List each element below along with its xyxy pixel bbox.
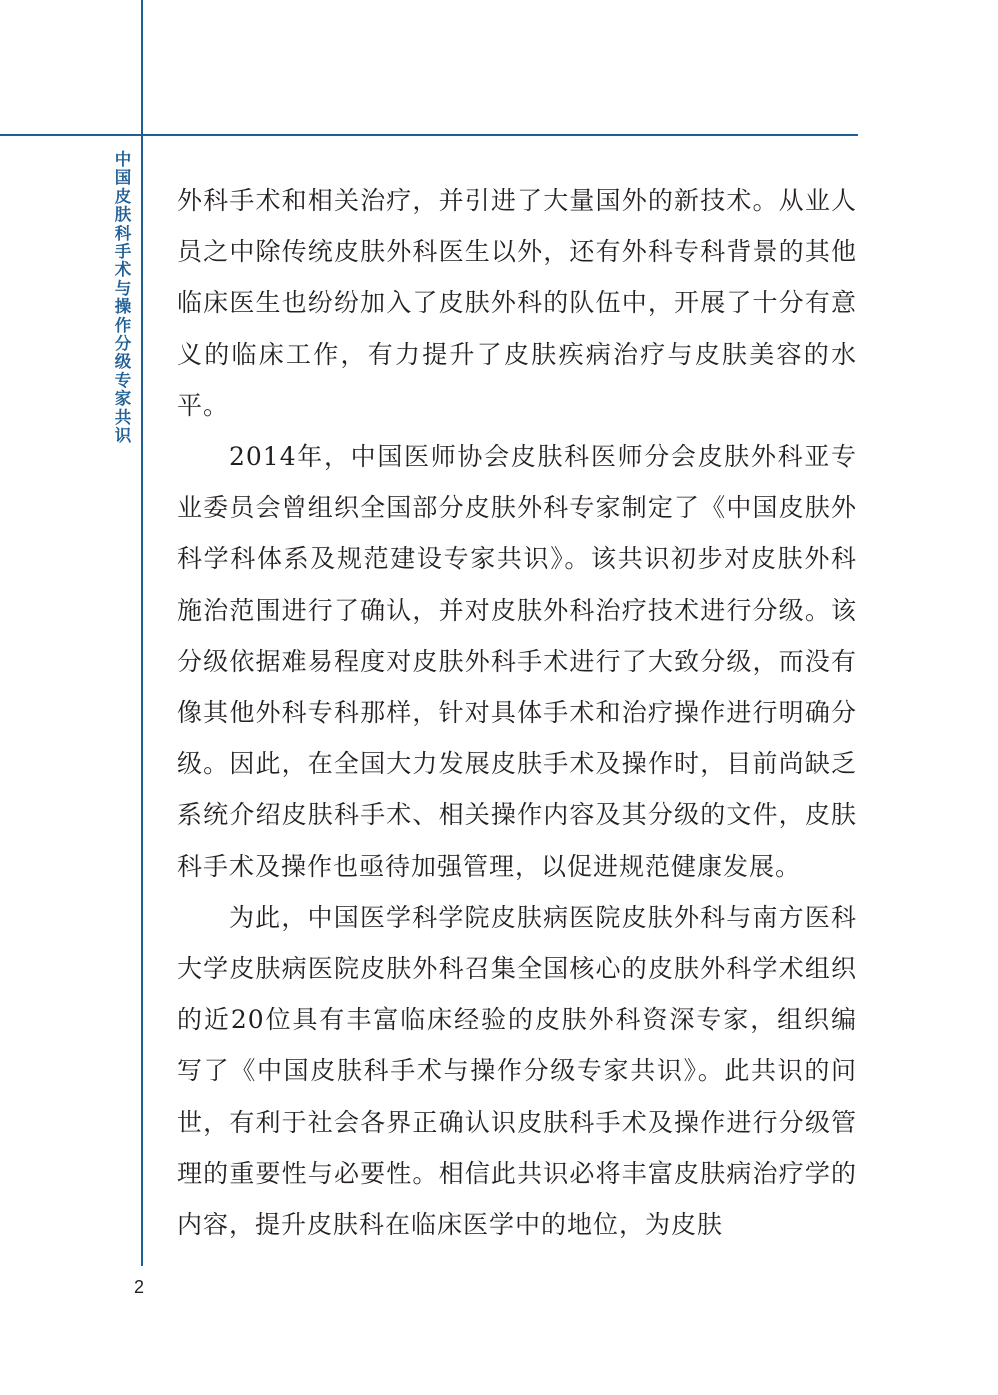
page-number: 2 <box>134 1277 145 1297</box>
paragraph: 外科手术和相关治疗，并引进了大量国外的新技术。从业人员之中除传统皮肤外科医生以外，还有外科专科背景的其他临床医生也纷纷加入了皮肤外科的队伍中，开展了十分有意义的临床工作，有力提升了皮肤疾病治疗与皮肤美容的水平。 <box>177 186 857 420</box>
horizontal-rule <box>0 134 858 136</box>
paragraph: 为此，中国医学科学院皮肤病医院皮肤外科与南方医科大学皮肤病医院皮肤外科召集全国核心的皮肤外科学术组织的近20位具有丰富临床经验的皮肤外科资深专家，组织编写了《中国皮肤科手术与操作分级专家共识》。此共识的问世，有利于社会各界正确认识皮肤科手术及操作进行分级管理的重要性与必要性。相信此共识必将丰富皮肤病治疗学的内容，提升皮肤科在临床医学中的地位，为皮肤 <box>177 902 857 1240</box>
running-title: 中国皮肤科手术与操作分级专家共识 <box>114 150 132 446</box>
paragraph: 2014年，中国医师协会皮肤科医师分会皮肤外科亚专业委员会曾组织全国部分皮肤外科专家制定了《中国皮肤外科学科体系及规范建设专家共识》。该共识初步对皮肤外科施治范围进行了确认，并对皮肤外科治疗技术进行分级。该分级依据难易程度对皮肤外科手术进行了大致分级，而没有像其他外科专科那样，针对具体手术和治疗操作进行明确分级。因此，在全国大力发展皮肤手术及操作时，目前尚缺乏系统介绍皮肤科手术、相关操作内容及其分级的文件，皮肤科手术及操作也亟待加强管理，以促进规范健康发展。 <box>177 442 857 881</box>
body-text <box>177 175 857 1250</box>
vertical-rule <box>141 0 143 1266</box>
